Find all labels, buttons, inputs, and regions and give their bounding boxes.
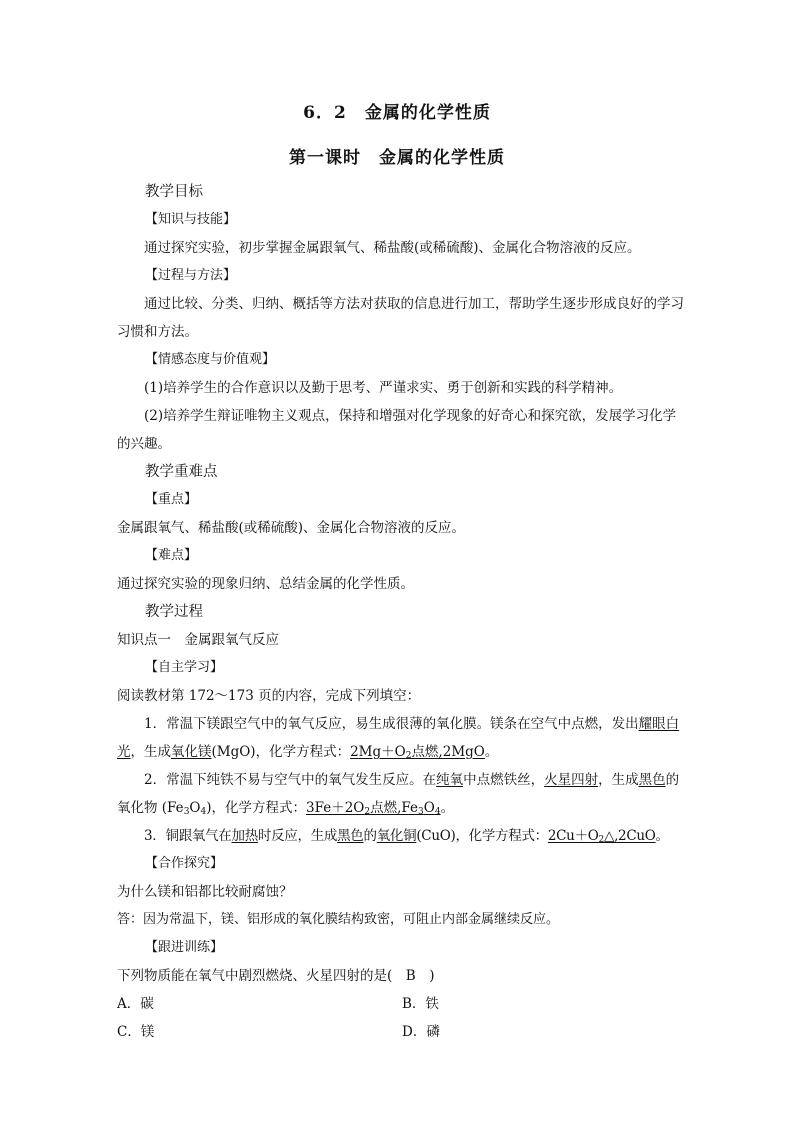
process-heading: 教学过程 — [145, 604, 203, 620]
option-d: D．磷 — [402, 1024, 440, 1040]
answer-blank: 氧化铜 — [376, 828, 417, 844]
knowledge-label: 【知识与技能】 — [145, 212, 237, 227]
answer-blank: 氧化镁 — [171, 744, 212, 760]
answer-blank: 火星四射 — [544, 772, 599, 788]
option-b: B．铁 — [402, 996, 439, 1012]
page-title: 6．2 金属的化学性质 — [303, 103, 491, 123]
cooperation-label: 【合作探究】 — [145, 856, 224, 871]
option-a: A．碳 — [117, 996, 154, 1012]
emotion-item-2: (2)培养学生辩证唯物主义观点，保持和增强对化学现象的好奇心和探究欲，发展学习化学的兴趣。 — [117, 408, 677, 452]
answer-blank: 黑色 — [638, 772, 666, 788]
lesson-subtitle: 第一课时 金属的化学性质 — [289, 148, 505, 168]
self-study-intro: 阅读教材第 172～173 页的内容，完成下列填空： — [117, 688, 421, 704]
hard-point-text: 通过探究实验的现象归纳、总结金属的化学性质。 — [117, 576, 414, 592]
knowledge-point-title: 知识点一 金属跟氧气反应 — [117, 632, 279, 648]
cooperation-answer: 答：因为常温下，镁、铝形成的氧化膜结构致密，可阻止内部金属继续反应。 — [117, 912, 560, 927]
answer-blank: 黑色 — [337, 828, 364, 844]
emotion-item-1: (1)培养学生的合作意识以及勤于思考、严谨求实、勇于创新和实践的科学精神。 — [144, 380, 623, 396]
emotion-label: 【情感态度与价值观】 — [145, 352, 276, 367]
training-label: 【跟进训练】 — [145, 940, 224, 955]
fill-item-3: 3．铜跟氧气在加热时反应，生成黑色的氧化铜(CuO)，化学方程式：$2Cu+O_2\triangle,2CuO$。 — [144, 828, 669, 845]
key-point-text: 金属跟氧气、稀盐酸(或稀硫酸)、金属化合物溶液的反应。 — [117, 520, 466, 536]
document-body — [117, 178, 687, 1046]
options-row-2 — [117, 1018, 687, 1046]
option-c: C．镁 — [117, 1024, 155, 1040]
hard-point-label: 【难点】 — [145, 548, 198, 563]
objectives-heading: 教学目标 — [145, 184, 203, 200]
training-question: 下列物质能在氧气中剧烈燃烧、火星四射的是( B ) — [117, 968, 435, 984]
answer-blank: 纯氧 — [436, 772, 464, 788]
equation-answer: $2Mg+O_2$点燃,2MgO — [350, 744, 485, 761]
key-point-label: 【重点】 — [145, 492, 198, 507]
difficulties-heading: 教学重难点 — [145, 464, 218, 480]
process-method-text: 通过比较、分类、归纳、概括等方法对获取的信息进行加工，帮助学生逐步形成良好的学习习惯和方法。 — [117, 296, 684, 340]
options-row-1 — [117, 990, 687, 1018]
equation-answer: $2Cu+O_2\triangle,2CuO$ — [547, 828, 656, 845]
answer-blank: 耀眼白光 — [117, 716, 680, 760]
cooperation-question: 为什么镁和铝都比较耐腐蚀？ — [117, 884, 293, 900]
knowledge-text: 通过探究实验，初步掌握金属跟氧气、稀盐酸(或稀硫酸)、金属化合物溶液的反应。 — [144, 240, 641, 256]
question-answer: B — [405, 968, 416, 984]
equation-answer: $3Fe+2O_2$点燃$,Fe_3O_4$ — [306, 800, 441, 817]
self-study-label: 【自主学习】 — [145, 660, 224, 675]
fill-item-1: 1．常温下镁跟空气中的氧气反应，易生成很薄的氧化膜。镁条在空气中点燃，发出耀眼白光，生成氧化镁(MgO)，化学方程式：$2Mg+O_2$点燃,2MgO。 — [117, 716, 680, 761]
process-method-label: 【过程与方法】 — [145, 268, 237, 283]
answer-blank: 加热 — [231, 828, 258, 844]
fill-item-2: 2．常温下纯铁不易与空气中的氧气发生反应。在纯氧中点燃铁丝，火星四射，生成黑色的氧化物 $(Fe_3O_4)$，化学方程式：$3Fe+2O_2$点燃$,Fe_3O_4$。 — [117, 772, 680, 817]
